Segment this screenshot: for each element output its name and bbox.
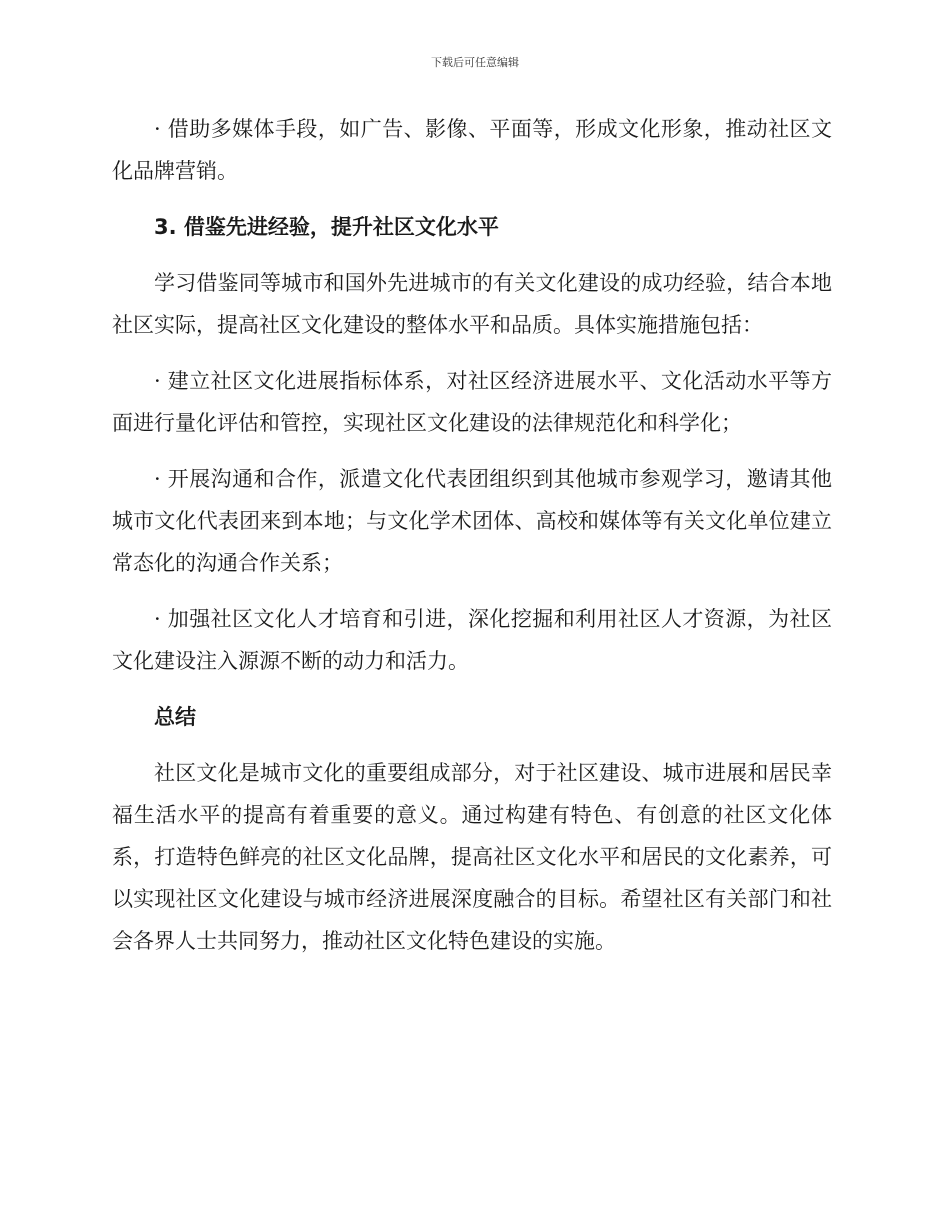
document-body	[112, 108, 832, 976]
bullet-paragraph-indicator-system: · 建立社区文化进展指标体系，对社区经济进展水平、文化活动水平等方面进行量化评估和管控，实现社区文化建设的法律规范化和科学化；	[112, 369, 832, 435]
bullet-paragraph-communication: · 开展沟通和合作，派遣文化代表团组织到其他城市参观学习，邀请其他城市文化代表团来到本地；与文化学术团体、高校和媒体等有关文化单位建立常态化的沟通合作关系；	[112, 467, 832, 575]
paragraph-learning-experience: 学习借鉴同等城市和国外先进城市的有关文化建设的成功经验，结合本地社区实际，提高社区文化建设的整体水平和品质。具体实施措施包括：	[112, 271, 832, 337]
section-heading-advanced-experience: 3. 借鉴先进经验，提升社区文化水平	[154, 215, 499, 239]
page-header-note: 下载后可任意编辑	[431, 56, 519, 69]
bullet-paragraph-multimedia: · 借助多媒体手段，如广告、影像、平面等，形成文化形象，推动社区文化品牌营销。	[112, 117, 832, 183]
bullet-paragraph-talent: · 加强社区文化人才培育和引进，深化挖掘和利用社区人才资源，为社区文化建设注入源源不断的动力和活力。	[112, 607, 832, 673]
paragraph-summary: 社区文化是城市文化的重要组成部分，对于社区建设、城市进展和居民幸福生活水平的提高有着重要的意义。通过构建有特色、有创意的社区文化体系，打造特色鲜亮的社区文化品牌，提高社区文化水平和居民的文化素养，可以实现社区文化建设与城市经济进展深度融合的目标。希望社区有关部门和社会各界人士共同努力，推动社区文化特色建设的实施。	[112, 761, 832, 953]
section-heading-summary: 总结	[154, 705, 196, 729]
